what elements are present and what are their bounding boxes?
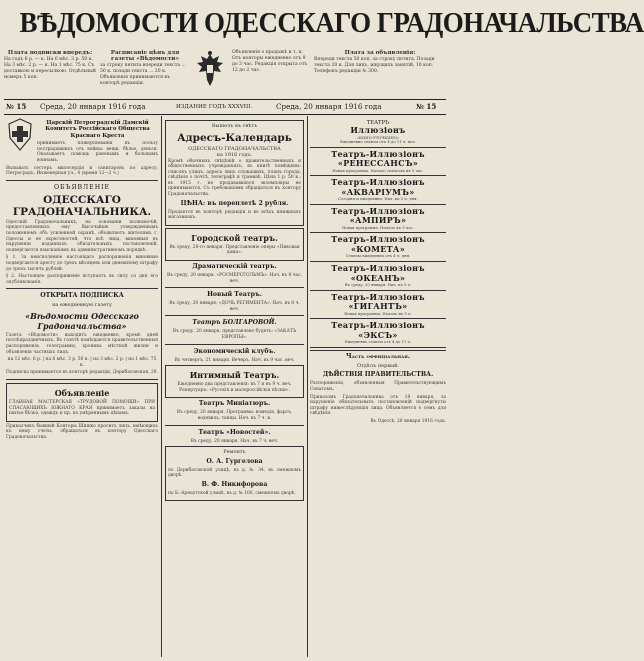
intimate-theatre-text: Ежедневно два представленія: въ 7 и въ 9 ч. веч. Репертуаръ: «Русскія и малороссійскія пѣсни». — [177, 382, 292, 393]
column-divider-left — [161, 116, 162, 657]
repair-name-a: О. А. Гургелова — [206, 457, 263, 465]
new-theatre-title: Новый Театръ. — [207, 291, 262, 299]
header-ad-rates — [314, 50, 446, 98]
economic-club-text: Въ четвергъ, 21 января. Вечеръ. Нач. въ 9 час. веч. — [174, 357, 295, 363]
cinema-note: Сеансы ежедневно отъ 4 ч. дня. — [345, 253, 411, 259]
clerk-notice: Приказчикъ бывшей Конторы Шишко проситъ лицъ, имѣющихъ къ нему счеты, обращаться въ контору Одесскаго Градоначальства. — [6, 423, 158, 440]
cinema-note: Въ среду, 20 января. Нач. въ 5 ч. — [344, 282, 412, 288]
header-right-text: Впереди текста 50 коп. за строку петита. Позади текста 20 к. Для лицъ, ищущихъ занятій, 10 коп. Телефонъ редакціи № 300. — [314, 57, 435, 74]
cinema-subtitle: «КИНО-УТОЧКИНО» — [356, 134, 400, 140]
issue-date-right: Среда, 20 января 1916 года — [276, 102, 382, 111]
cinema-note: Новая программа. Начало сеансовъ въ 5 час. — [332, 167, 424, 173]
announcement-text-2: § 1. За неисполненіе настоящаго распоряженія виновные подвергаются аресту до трехъ мѣсяцевъ или денежному штрафу до трехъ тысячъ рублей. — [6, 255, 158, 272]
cinema-name: Театръ-Иллюзіонъ «АКВАРІУМЪ» — [331, 177, 425, 197]
cinema-name: Иллюзіонъ — [350, 125, 406, 135]
red-cross-text: принимаетъ пожертвованія въ пользу пострадавшихъ отъ войны: вещи, бѣлье, деньги. Оказываетъ помощь раненымъ и больнымъ воинамъ. — [37, 141, 158, 163]
announcement-text-1: Одесскій Градоначальникъ, на основаніи полномочій, предоставленныхъ ему Высочайше утвержденнымъ положеніемъ объ усиленной охранѣ, объявляетъ жителямъ г. Одессы и ея окрестностей, что всѣ лица, виновныя въ нарушеніи изданныхъ обязательныхъ постановленій, подвергаются взысканіямъ въ административномъ порядкѣ. — [6, 219, 158, 253]
calendar-year: на 1916 годъ. — [216, 152, 253, 158]
miniature-theatre-text: Въ среду, 20 января. Программа: комедія, фарсъ, водевиль, танцы. Нач. въ 7 ч. в. — [176, 410, 293, 421]
cinema-note: Новая программа. Начало въ 5 час. — [342, 224, 414, 230]
cinema-name: Театръ-Иллюзіонъ «ЭКСЪ» — [331, 320, 425, 340]
official-section-sub: Отдѣлъ первый. — [356, 362, 400, 369]
cinema-section-header: ТЕАТРЪ — [366, 120, 390, 126]
red-cross-notice — [6, 118, 158, 166]
cinema-listing — [310, 207, 446, 234]
drama-theatre-title: Драматическій театръ. — [192, 263, 277, 271]
repair-notice — [165, 446, 304, 501]
city-theatre-title: Городской театръ. — [191, 232, 278, 243]
official-text: Распоряженія, объявленныя Правительствующимъ Сенатомъ. — [310, 381, 446, 392]
cinema-listing — [310, 264, 446, 291]
announcement-text-3: § 2. Настоящее распоряженіе вступаетъ въ силу со дня его опубликованія. — [6, 274, 158, 285]
subscription-text: Газета «Вѣдомости» выходитъ ежедневно, кромѣ дней послѣпраздничныхъ. Въ газетѣ помѣщаются правительственныя распоряженія, телеграммы, хроника мѣстной жизни и объявленія частныхъ лицъ. — [6, 332, 158, 355]
cinema-name: Театръ-Иллюзіонъ «АМПИРЪ» — [331, 205, 425, 226]
calendar-intro: Вышелъ въ свѣтъ — [211, 123, 258, 129]
issue-date-left: Среда, 20 января 1916 года — [40, 102, 146, 111]
red-cross-emblem-icon — [6, 118, 34, 152]
workshop-advert-text: ГЛАВНАЯ МАСТЕРСКАЯ «ТРУДОВОЙ ПОМОЩИ» ПРИ СПАСАЮЩИХЪ ЮЖНАГО КРАЯ принимаетъ заказы на шитье бѣлья, одеждъ и пр. по умѣреннымъ цѣнамъ. — [9, 399, 155, 417]
cinema-name: Театръ-Иллюзіонъ «РЕНЕССАНСЪ» — [331, 148, 425, 169]
official-section-title: Часть оффиціальная. — [346, 352, 410, 360]
header-office-hours — [232, 50, 310, 98]
cinema-listing — [310, 178, 446, 205]
cinema-listing — [310, 293, 446, 320]
edition-year: ИЗДАНИЕ ГОДЪ ХХХVІІІ. — [176, 104, 253, 110]
middle-column — [165, 118, 304, 658]
repair-text-b: по Б.-Арнаутской улицѣ, въ д. № 100, смежномъ дворѣ. — [168, 490, 296, 496]
subscription-paper-name: «Вѣдомости Одесскаго Градоначальства» — [25, 310, 139, 331]
city-theatre-text: Въ среду, 20-го января. Представленіе оперы «Пиковая дама». — [169, 244, 300, 256]
official-heading: ДѢЙСТВІЯ ПРАВИТЕЛЬСТВА. — [322, 371, 434, 379]
calendar-sale: Продается въ конторѣ редакціи и во всѣхъ книжныхъ магазинахъ. — [168, 209, 301, 221]
issue-number-right: № 15 — [416, 102, 437, 111]
left-column — [6, 118, 158, 658]
cinema-list — [310, 126, 446, 348]
masthead-title: ВѢДОМОСТИ ОДЕССКАГО ГРАДОНАЧАЛЬСТВА — [19, 7, 644, 39]
repair-name-b: В. Ф. Никифорова — [201, 480, 268, 488]
cinema-note: Сегодня и ежедневно. Нач. въ 5 ч. дня. — [338, 196, 418, 202]
cinema-listing — [310, 235, 446, 262]
miniature-theatre-title: Театръ Миніатюръ. — [198, 400, 271, 408]
cinema-listing — [310, 321, 446, 348]
red-cross-title: Царскій Петроградскій Дамскій Комитетъ Россійскаго Общества Краснаго Креста — [45, 120, 150, 139]
workshop-advert-title: Объявленіе — [54, 387, 110, 398]
column-divider-right — [307, 116, 308, 657]
subscription-title: ОТКРЫТА ПОДПИСКА — [40, 292, 124, 300]
header-subscription-block — [4, 50, 96, 98]
dateline-divider — [4, 114, 446, 115]
header-rates-block — [100, 50, 190, 98]
double-headed-eagle-icon — [194, 50, 226, 90]
calendar-subtitle: ОДЕССКАГО ГРАДОНАЧАЛЬСТВА — [188, 145, 281, 152]
cinema-note: Ежедневно сеансы отъ 4 до 11 ч. веч. — [340, 139, 416, 145]
workshop-advert — [6, 383, 158, 422]
right-column — [310, 118, 446, 658]
official-footer: Въ Одессѣ, 20 января 1916 года. — [370, 418, 446, 424]
economic-club-title: Экономическій клубъ. — [193, 347, 276, 355]
subscription-subtitle: на ежедневную газету — [52, 302, 112, 309]
subscription-note: Подписка принимается въ конторѣ редакціи, Дерибасовская, 29. — [6, 370, 158, 376]
news-theatre-title: Театръ «Новостей». — [198, 428, 271, 436]
issue-number-left: № 15 — [6, 102, 27, 111]
red-cross-address: Вызывать сестеръ милосердія и санитаровъ по адресу: Петроградъ, Инженерная ул., 4 (время 12—2 ч.) — [6, 165, 158, 177]
header-right-mid-text: Объявленія о продажѣ и т. п. Отъ конторы ежедневно отъ 9 до 3 час. Редакція открыта отъ 12 до 2 час. — [232, 50, 308, 73]
bolgarova-theatre-title: Театръ БОЛГАРОВОЙ. — [192, 319, 277, 327]
header-right-title: Плата за объявленія: — [344, 50, 416, 56]
subscription-prices: на 12 мѣс. 6 р. | на 6 мѣс. 3 р. 50 к. | на 3 мѣс. 2 р. | на 1 мѣс. 75 к. — [7, 357, 157, 368]
cinema-listing — [310, 150, 446, 177]
header-mid-title: Расписаніе цѣнъ для газеты «Вѣдомости» — [110, 50, 180, 62]
cinema-name: Театръ-Иллюзіонъ «КОМЕТА» — [331, 234, 425, 254]
top-divider — [4, 99, 446, 100]
cinema-name: Театръ-Иллюзіонъ «ОКЕАНЪ» — [331, 263, 425, 283]
intimate-theatre-title: Интимный Театръ. — [189, 370, 280, 381]
calendar-title: Адресъ-Календарь — [177, 131, 292, 144]
bolgarova-theatre-text: Въ среду, 20 января, представлено будетъ: «ЗАКАТЪ ЕВРОПЫ». — [172, 329, 297, 340]
header-left-title: Плата подписки впередъ: — [7, 50, 93, 56]
announcement-label: ОБЪЯВЛЕНІЕ — [53, 183, 111, 191]
address-calendar-advert — [165, 120, 304, 226]
cinema-note: Ежедневно сеансы отъ 4 до 11 ч. — [344, 339, 412, 345]
announcement-heading: ОДЕССКАГО ГРАДОНАЧАЛЬНИКА. — [12, 193, 152, 218]
calendar-price: ЦѢНА: въ переплетѣ 2 рубля. — [180, 199, 289, 207]
city-theatre-listing — [165, 228, 304, 261]
dateline — [4, 101, 446, 113]
cinema-listing — [310, 126, 446, 148]
header-mid-text: за строку петита впереди текста ... 50 к. позади текста ... 20 к. Объявленія принимаются въ конторѣ редакціи. — [100, 63, 186, 86]
new-theatre-text: Въ среду, 20 января. «ДОЧЬ РЕГИМЕНТА». Нач. въ 8 ч. веч. — [169, 301, 300, 312]
cinema-name: Театръ-Иллюзіонъ «ГИГАНТЪ» — [331, 291, 425, 312]
intimate-theatre-listing — [165, 365, 304, 398]
header-left-text: На годъ 6 р. — к. На 6 мѣс. 3 р. 50 к. На 3 мѣс. 2 р. — к. На 1 мѣс. 75 к. Съ доставкою и пересылкою. Отдѣльный номеръ 5 коп. — [4, 57, 96, 80]
drama-theatre-text: Въ среду, 20 января. «РОСМЕРСГОЛЬМЪ». Нач. въ 8 час. веч. — [166, 273, 303, 284]
news-theatre-text: Въ среду, 20 января. Нач. въ 7 ч. веч. — [190, 438, 279, 444]
cinema-note: Новая программа. Начало въ 5 ч. — [344, 310, 412, 316]
repair-label: Ремонтъ — [223, 449, 246, 456]
calendar-body: Кромѣ обычныхъ свѣдѣній о правительственныхъ и общественныхъ учрежденіяхъ, въ книгѣ помѣщены: списокъ улицъ, адреса лицъ служащихъ, планъ города, свѣдѣнія о почтѣ, телеграфѣ и трамваѣ. Цѣна 1 р. 50 к.; въ 1915 г. не продававшіеся экземпляры не принимаются. Съ требованіями обращаться въ контору Градоначальства. — [168, 158, 301, 198]
official-order-text: Приказомъ Градоначальника отъ 19 января, за нарушеніе обязательныхъ постановленій подвергнуты штрафу нижеслѣдующія лица. Объявляется о семъ для свѣдѣнія. — [310, 394, 446, 417]
repair-text-a: по Дерибасовской улицѣ, въ д. № 34, въ смежномъ дворѣ. — [168, 467, 301, 479]
